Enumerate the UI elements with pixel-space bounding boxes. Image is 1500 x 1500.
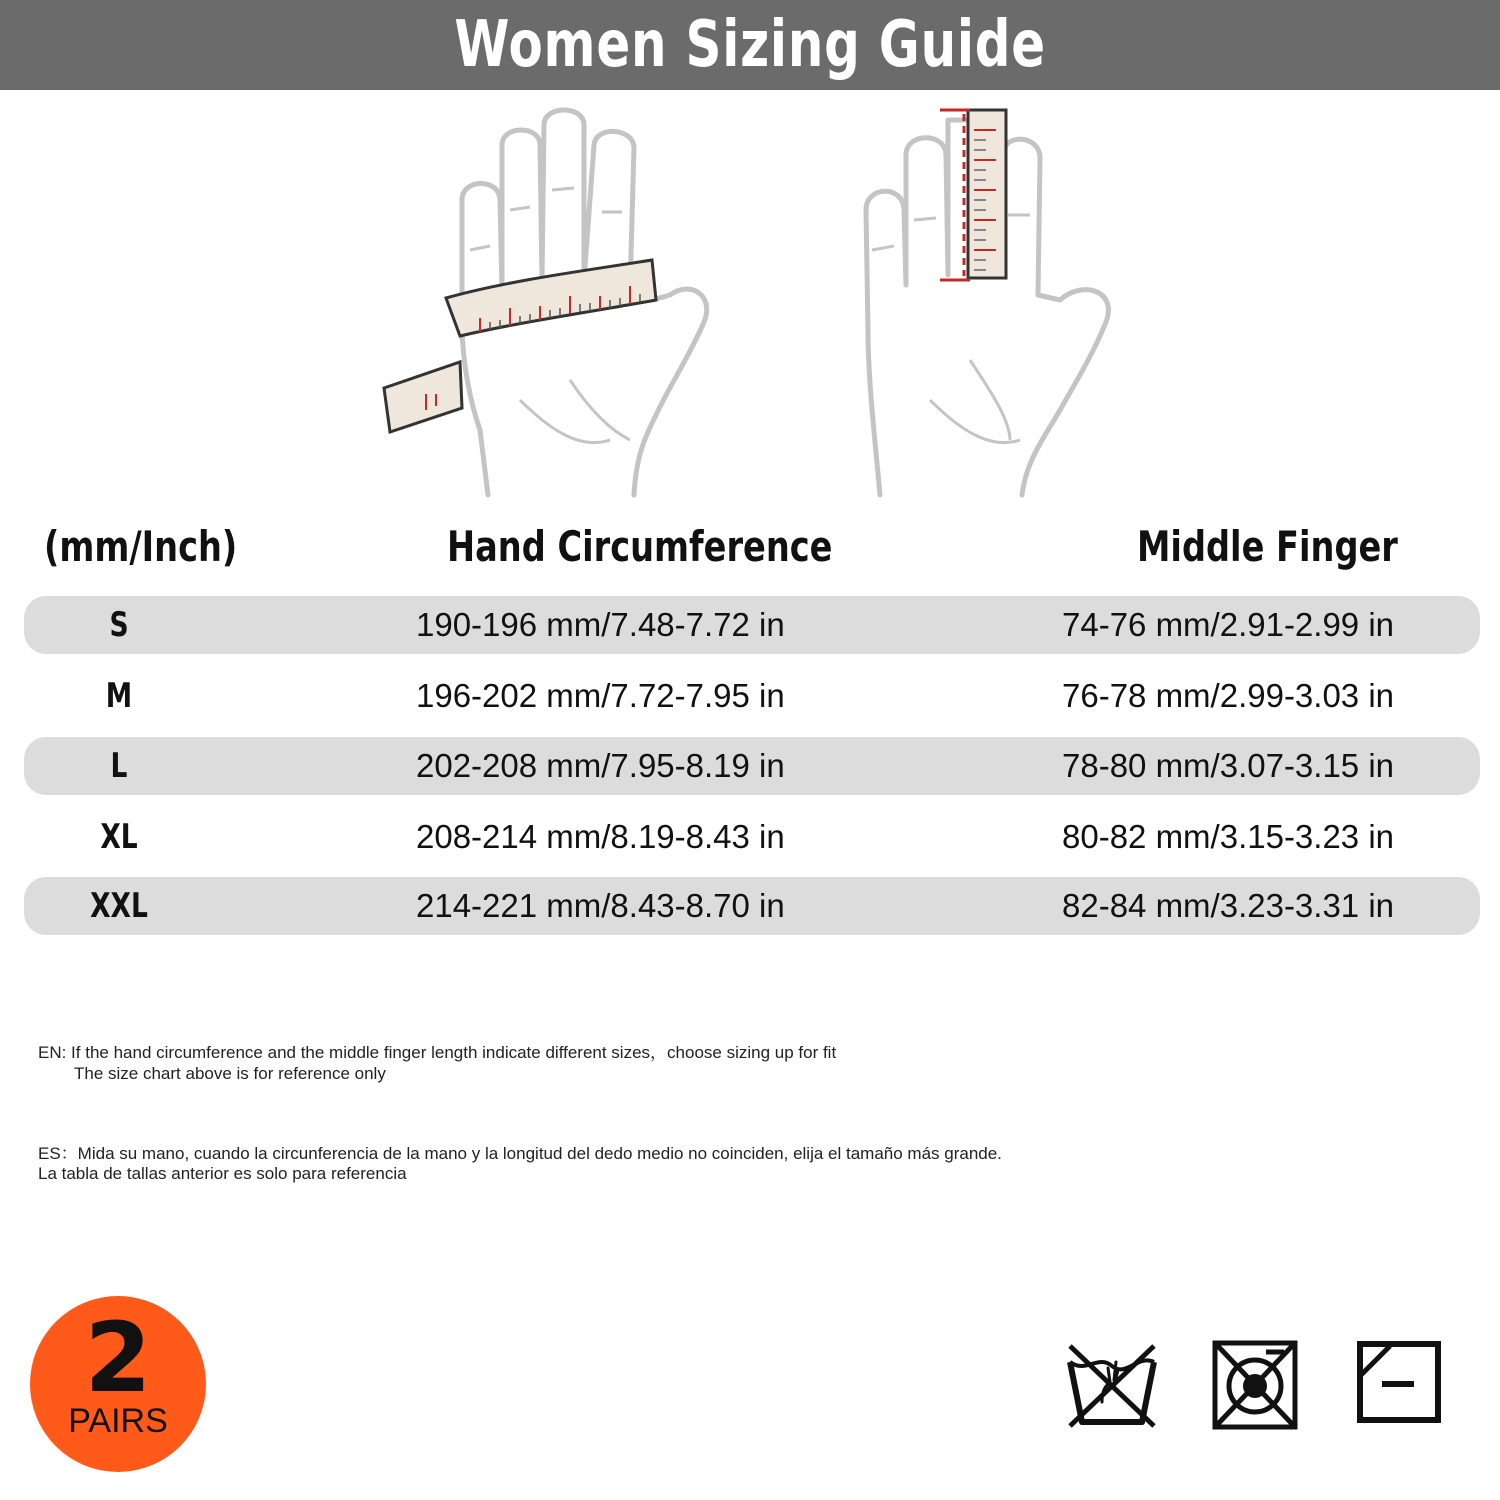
size-row-m: [24, 667, 1480, 725]
hand-circumference-value: 202-208 mm/7.95-8.19 in: [416, 747, 785, 784]
page-title: Women Sizing Guide: [454, 8, 1046, 82]
size-label: M: [105, 676, 133, 716]
unit-header: (mm/Inch): [44, 522, 238, 571]
hand-circumference-value: 208-214 mm/8.19-8.43 in: [416, 818, 785, 855]
middle-finger-value: 82-84 mm/3.23-3.31 in: [1062, 887, 1395, 924]
hand-circumference-header: Hand Circumference: [447, 522, 833, 571]
pairs-count: 2: [84, 1302, 152, 1414]
size-label: S: [109, 605, 129, 645]
size-row-xxl: [24, 877, 1480, 935]
do-not-tumble-dry-icon: [1212, 1340, 1298, 1430]
middle-finger-value: 74-76 mm/2.91-2.99 in: [1062, 606, 1395, 643]
middle-finger-value: 80-82 mm/3.15-3.23 in: [1062, 818, 1395, 855]
size-row-xl: [24, 808, 1480, 866]
two-pairs-badge: [30, 1296, 206, 1472]
size-label: XXL: [90, 886, 148, 926]
dry-flat-icon: [1356, 1340, 1442, 1424]
do-not-wash-icon: [1064, 1340, 1160, 1430]
pairs-label: PAIRS: [68, 1402, 168, 1440]
note-en-line-2: The size chart above is for reference only: [74, 1064, 386, 1083]
size-label: L: [110, 746, 128, 786]
note-es-line-1: ES：Mida su mano, cuando la circunferencia de la mano y la longitud del dedo medio no coinciden, elija el tamaño más grande.: [38, 1144, 1002, 1163]
note-en-line-1: EN: If the hand circumference and the middle finger length indicate different sizes，choose sizing up for fit: [38, 1043, 837, 1062]
hand-circumference-illustration: [370, 100, 730, 500]
size-label: XL: [100, 817, 138, 857]
note-es-line-2: La tabla de tallas anterior es solo para referencia: [38, 1164, 407, 1183]
title-banner: [0, 0, 1500, 90]
size-row-s: [24, 596, 1480, 654]
hand-circumference-value: 196-202 mm/7.72-7.95 in: [416, 677, 785, 714]
middle-finger-value: 78-80 mm/3.07-3.15 in: [1062, 747, 1395, 784]
middle-finger-header: Middle Finger: [1137, 522, 1398, 571]
middle-finger-illustration: [850, 100, 1140, 500]
hand-circumference-value: 190-196 mm/7.48-7.72 in: [416, 606, 785, 643]
hand-circumference-value: 214-221 mm/8.43-8.70 in: [416, 887, 785, 924]
size-row-l: [24, 737, 1480, 795]
middle-finger-value: 76-78 mm/2.99-3.03 in: [1062, 677, 1395, 714]
